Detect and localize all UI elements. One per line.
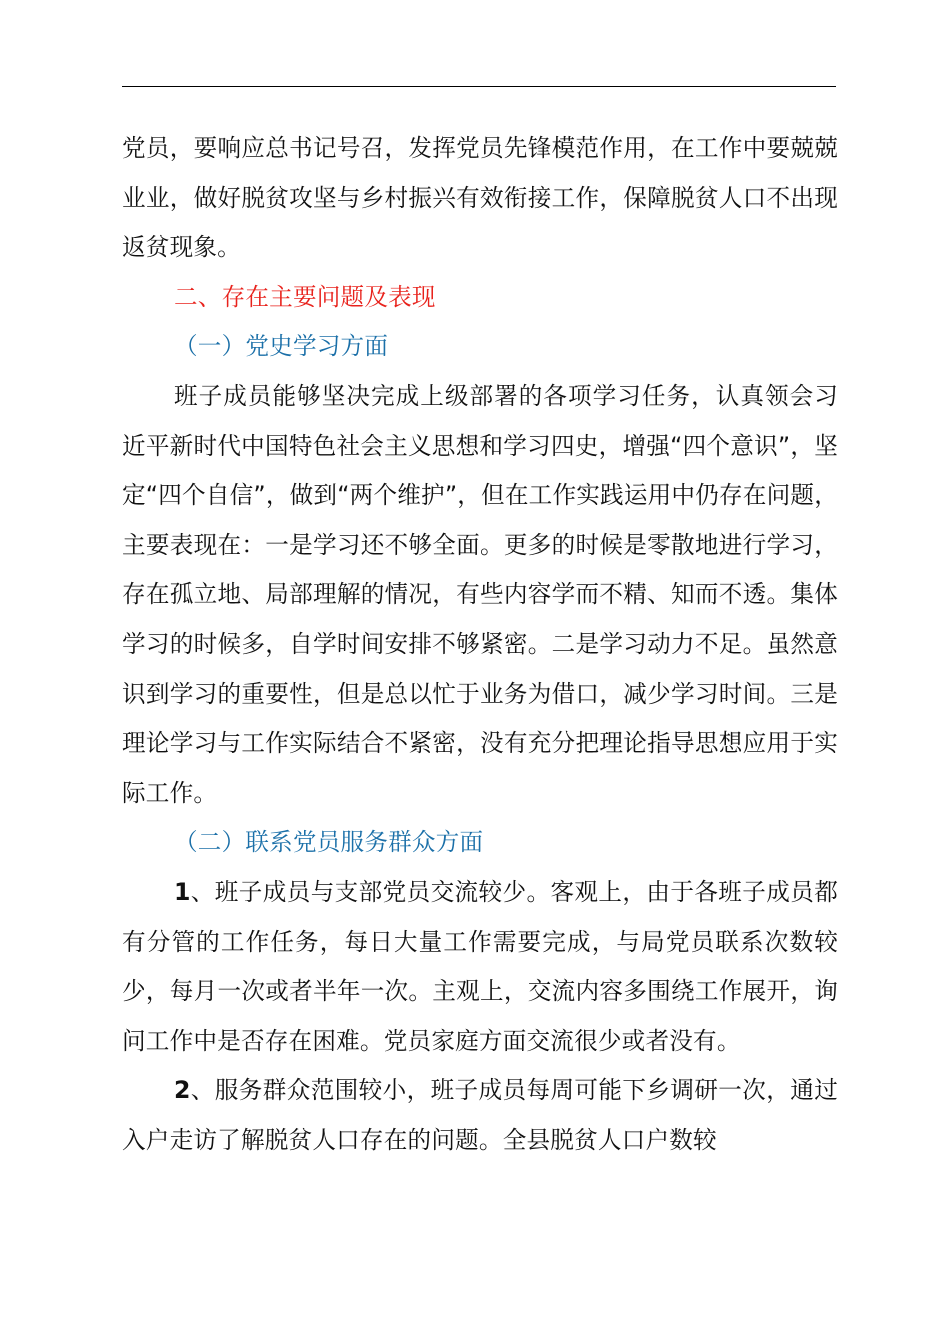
subheading-party-history-study: （一）党史学习方面	[174, 332, 389, 361]
subheading-serving-masses: （二）联系党员服务群众方面	[174, 828, 484, 857]
paragraph-party-history-study: 班子成员能够坚决完成上级部署的各项学习任务，认真领会习近平新时代中国特色社会主义思想和学习四史，增强“四个意识”，坚定“四个自信”，做到“两个维护”，但在工作实践运用中仍存在问题，主要表现在：一是学习还不够全面。更多的时候是零散地进行学习，存在孤立地、局部理解的情况，有些内容学而不精、知而不透。集体学习的时候多，自学时间安排不够紧密。二是学习动力不足。虽然意识到学习的重要性，但是总以忙于业务为借口，减少学习时间。三是理论学习与工作实际结合不紧密，没有充分把理论指导思想应用于实际工作。	[122, 381, 838, 807]
list-item-2	[122, 1066, 838, 1165]
section-heading-problems: 二、存在主要问题及表现	[174, 282, 436, 311]
list-item-number: 1	[174, 877, 191, 906]
list-item-text: 、班子成员与支部党员交流较少。客观上，由于各班子成员都有分管的工作任务，每日大量工作需要完成，与局党员联系次数较少，每月一次或者半年一次。主观上，交流内容多围绕工作展开，询问工作中是否存在困难。党员家庭方面交流很少或者没有。	[122, 877, 838, 1055]
header-rule	[122, 86, 836, 87]
paragraph-continuation: 党员，要响应总书记号召，发挥党员先锋模范作用，在工作中要兢兢业业，做好脱贫攻坚与乡村振兴有效衔接工作，保障脱贫人口不出现返贫现象。	[122, 134, 838, 262]
list-item-number: 2	[174, 1076, 191, 1105]
document-body	[122, 124, 838, 1165]
list-item-1	[122, 868, 838, 1066]
list-item-text: 、服务群众范围较小，班子成员每周可能下乡调研一次，通过入户走访了解脱贫人口存在的问题。全县脱贫人口户数较	[122, 1076, 838, 1154]
